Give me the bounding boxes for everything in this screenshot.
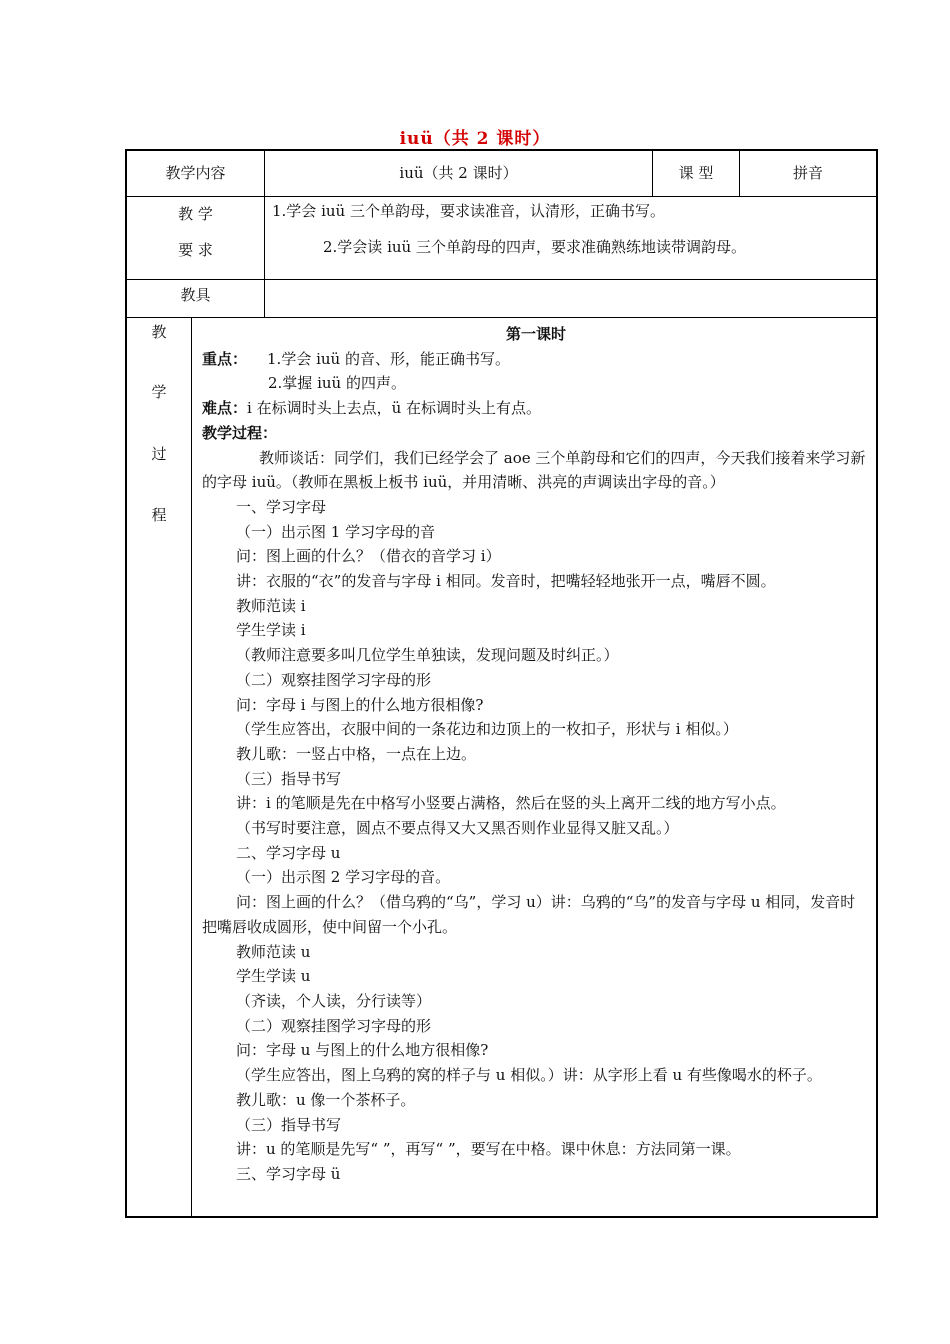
requirement-item-1: 1.学会 iuü 三个单韵母，要求读准音，认清形，正确书写。	[272, 202, 665, 220]
process-line: （二）观察挂图学习字母的形	[236, 670, 432, 689]
process-line: 讲：衣服的“衣”的发音与字母 i 相同。发音时，把嘴轻轻地张开一点，嘴唇不圆。	[236, 572, 776, 591]
difficulty-line	[202, 396, 870, 421]
requirement-item-2: 2.学会读 iuü 三个单韵母的四声，要求准确熟练地读带调韵母。	[323, 238, 746, 256]
steps-label: 教学过程：	[202, 423, 278, 442]
process-line: （齐读，个人读，分行读等）	[236, 991, 432, 1010]
process-line: 教儿歌：一竖占中格，一点在上边。	[236, 744, 477, 763]
requirements-label-line1: 教 学	[178, 205, 213, 223]
difficulty-text: i 在标调时头上去点，ü 在标调时头上有点。	[247, 399, 542, 418]
process-line: （教师注意要多叫几位学生单独读，发现问题及时纠正。）	[236, 646, 619, 665]
tools-label: 教具	[180, 286, 211, 304]
process-line: 学生学读 i	[236, 621, 306, 640]
process-line: 问：字母 i 与图上的什么地方很相像?	[236, 695, 484, 714]
process-label-char: 教	[151, 323, 167, 341]
row-divider	[125, 196, 878, 197]
process-line: （二）观察挂图学习字母的形	[236, 1016, 432, 1035]
teaching-process	[202, 322, 870, 1187]
row-divider	[125, 317, 878, 318]
process-line: 二、学习字母 u	[236, 843, 341, 862]
process-label-char: 学	[151, 383, 167, 401]
process-line: （一）出示图 1 学习字母的音	[236, 522, 436, 541]
process-line: 一、学习字母	[236, 497, 327, 516]
difficulty-label: 难点：	[202, 399, 248, 418]
teaching-content-value: iuü（共 2 课时）	[399, 164, 518, 182]
process-line: 学生学读 u	[236, 967, 311, 986]
process-line: （三）指导书写	[236, 769, 342, 788]
session-title: 第一课时	[505, 325, 566, 343]
process-line: （一）出示图 2 学习字母的音。	[236, 868, 451, 887]
process-label-char: 程	[151, 506, 167, 524]
process-line: 教师范读 i	[236, 596, 306, 615]
lesson-type-value: 拼音	[792, 164, 823, 182]
process-line: 讲：u 的笔顺是先写“ ”，再写“ ”，要写在中格。课中休息：方法同第一课。	[236, 1140, 741, 1159]
process-line: 三、学习字母 ü	[236, 1164, 341, 1183]
process-line: 教儿歌：u 像一个茶杯子。	[236, 1090, 416, 1109]
focus-item-1: 1.学会 iuü 的音、形，能正确书写。	[267, 349, 510, 368]
requirements-label-line2: 要 求	[178, 241, 213, 259]
process-line: 问：图上画的什么？（借衣的音学习 i）	[236, 547, 501, 566]
process-line: 问：字母 u 与图上的什么地方很相像?	[236, 1041, 489, 1060]
focus-item-2: 2.掌握 iuü 的四声。	[268, 374, 406, 393]
process-label-char: 过	[151, 445, 167, 463]
lesson-type-label: 课 型	[678, 164, 714, 182]
process-paragraph: 问：图上画的什么？（借乌鸦的“乌”，学习 u）讲：乌鸦的“乌”的发音与字母 u 相同，发音时把嘴唇收成圆形，使中间留一个小孔。	[202, 893, 856, 936]
process-line: 讲：i 的笔顺是先在中格写小竖要占满格，然后在竖的头上离开二线的地方写小点。	[236, 794, 786, 813]
process-line: （书写时要注意，圆点不要点得又大又黑否则作业显得又脏又乱。）	[236, 819, 679, 838]
process-line: （三）指导书写	[236, 1115, 342, 1134]
column-divider	[191, 317, 192, 1217]
focus-line-1	[202, 347, 870, 372]
process-line: （学生应答出，衣服中间的一条花边和边顶上的一枚扣子，形状与 i 相似。）	[236, 720, 738, 739]
focus-label: 重点：	[202, 349, 248, 368]
document-title: iuü（共 2 课时）	[399, 129, 551, 149]
teaching-content-label: 教学内容	[165, 164, 226, 182]
process-line: 教师范读 u	[236, 942, 311, 961]
process-paragraph: （学生应答出，图上乌鸦的窝的样子与 u 相似。）讲：从字形上看 u 有些像喝水的杯子。	[236, 1066, 822, 1085]
intro-paragraph: 教师谈话：同学们，我们已经学会了 aoe 三个单韵母和它们的四声，今天我们接着来学习新的字母 iuü。（教师在黑板上板书 iuü，并用清晰、洪亮的声调读出字母的音。）	[202, 448, 866, 492]
row-divider	[125, 279, 878, 280]
